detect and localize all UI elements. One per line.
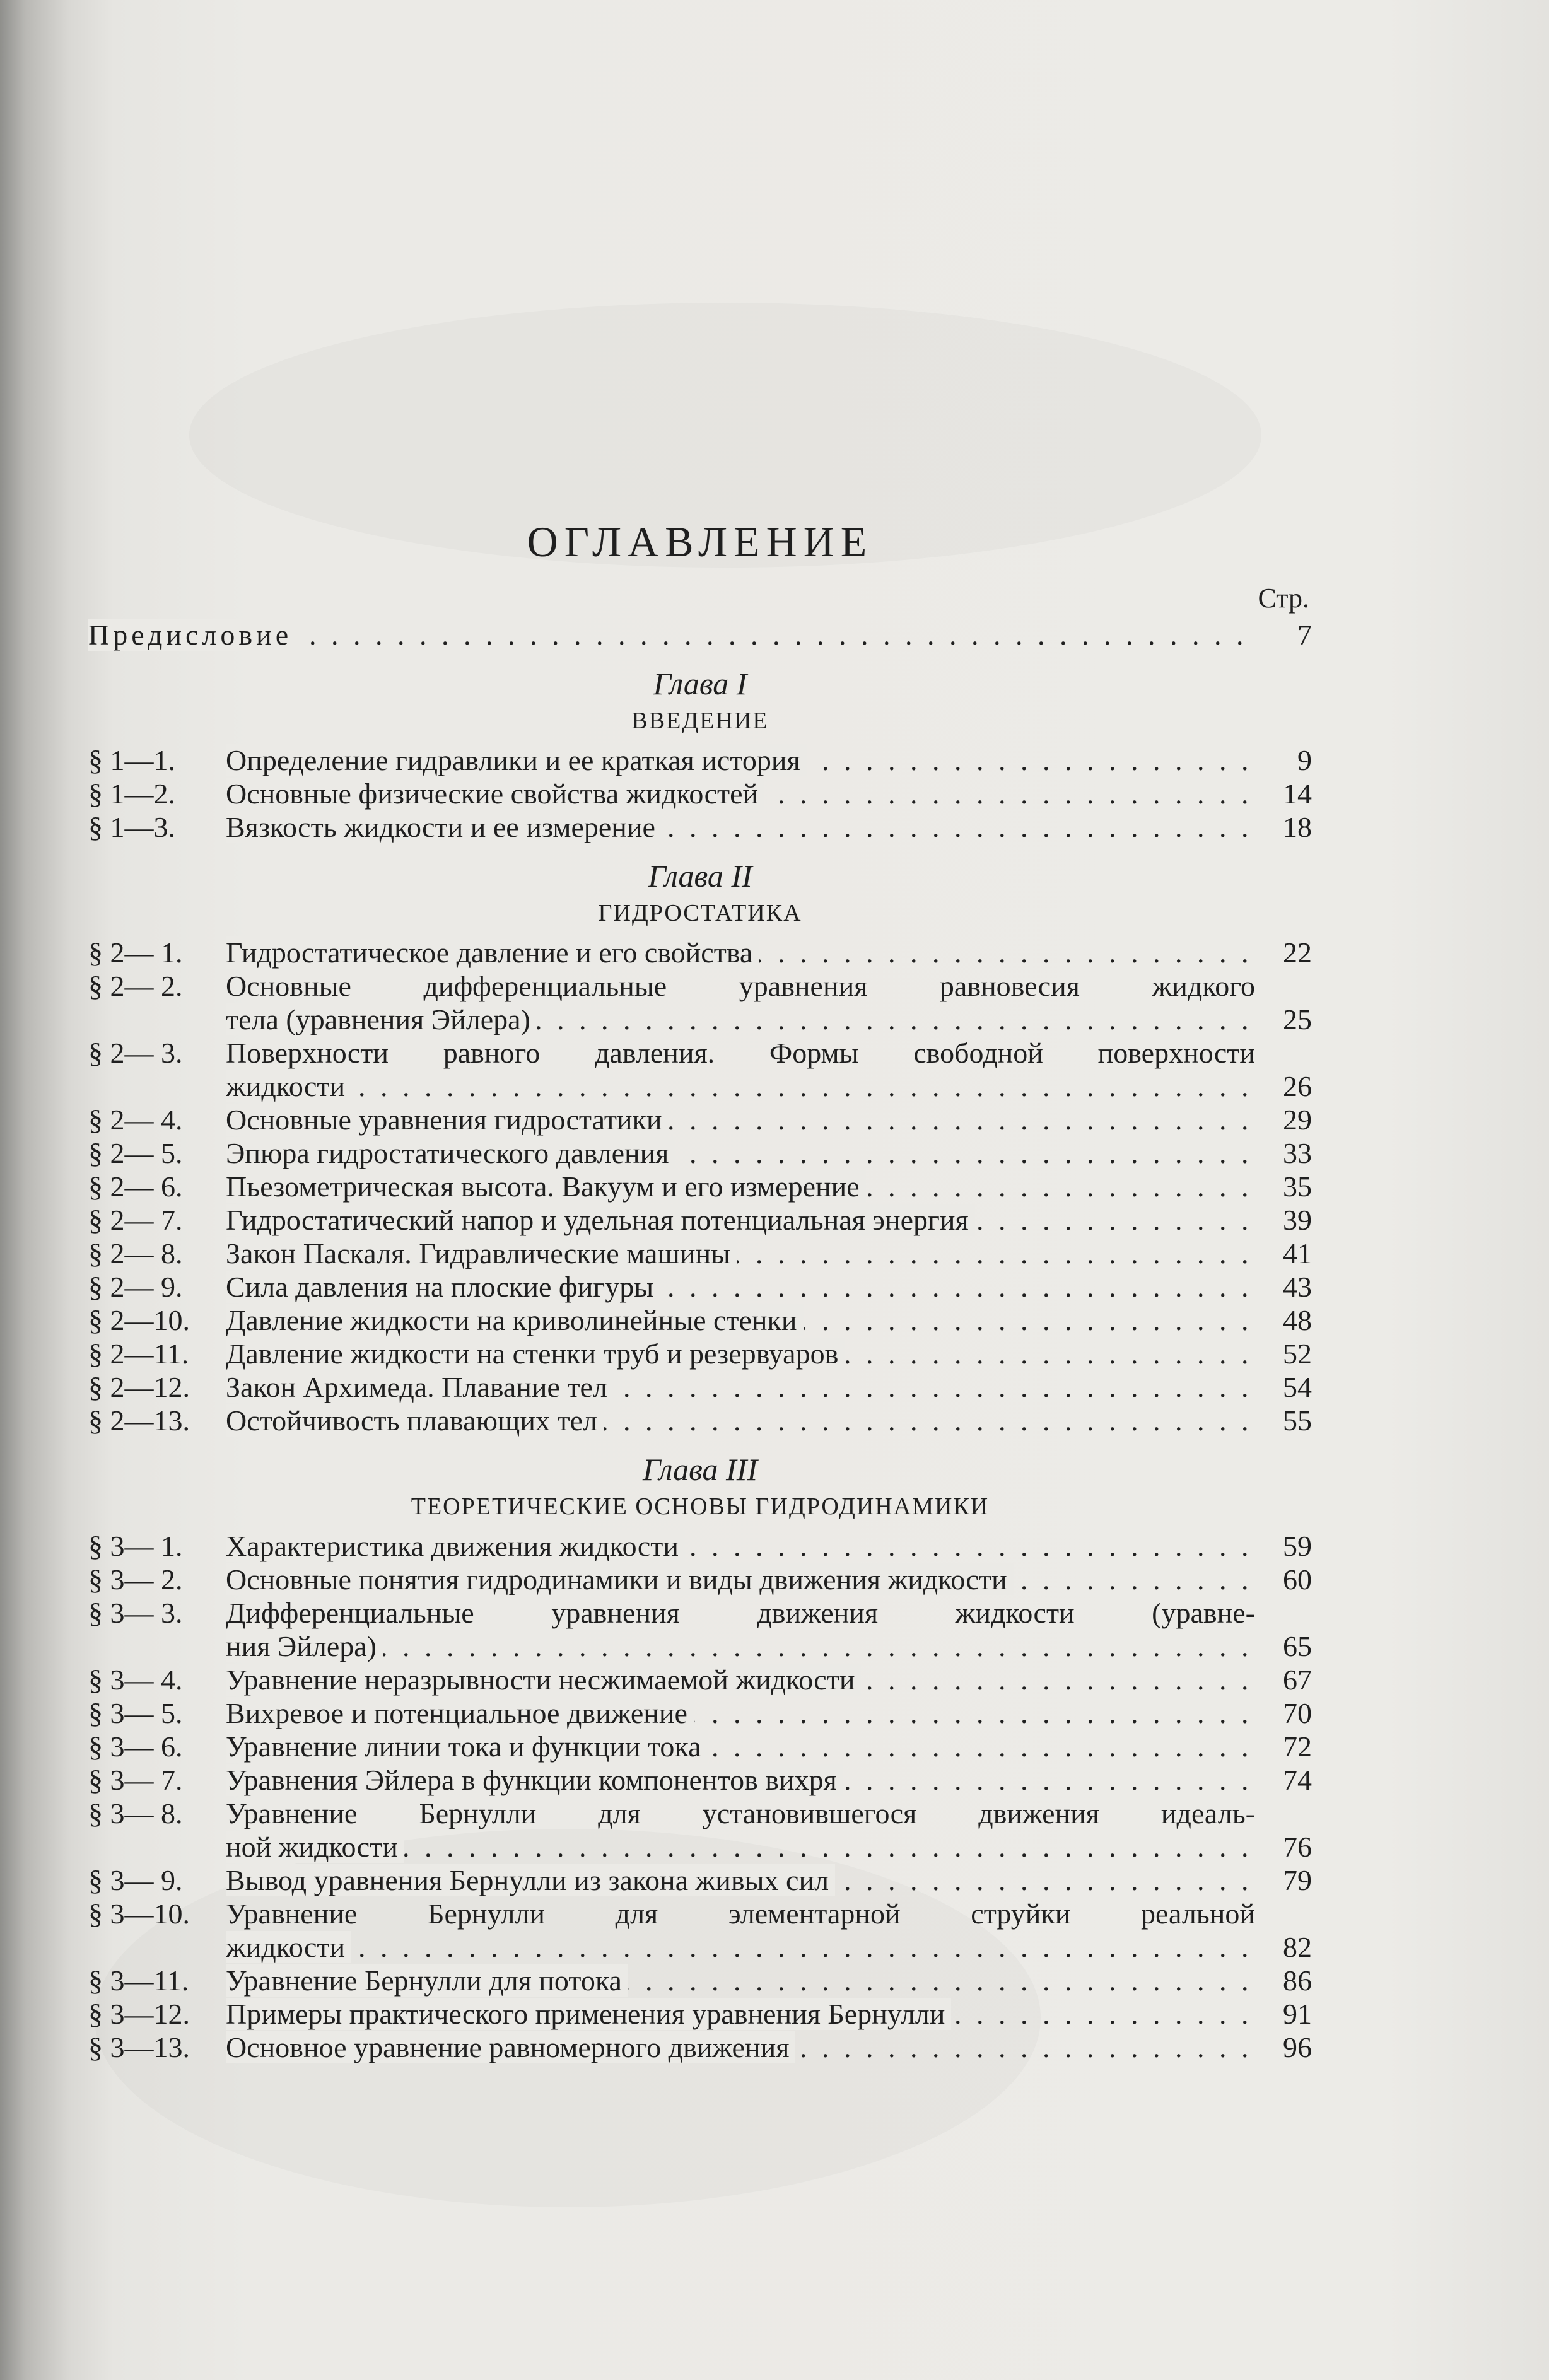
toc-entry [88,936,1312,969]
toc-entry-title: Уравнение Бернулли для потока [226,1964,628,1997]
toc-entry-title: Дифференциальные уравнения движения жидкости (уравне- [226,1597,1255,1629]
toc-entry-page: 52 [1283,1338,1312,1370]
toc-entry-page: 7 [1297,619,1312,651]
toc-entry [88,1563,1312,1596]
section-number: § 2—12. [88,1371,190,1403]
section-number: § 3—11. [88,1964,189,1997]
toc-entry-page: 54 [1283,1371,1312,1403]
toc-entry [88,1337,1312,1370]
toc-entry-page: 39 [1283,1204,1312,1236]
toc-entry-title: Вихревое и потенциальное движение [226,1697,694,1729]
toc-entry-title: Характеристика движения жидкости [226,1530,685,1562]
toc-entry-page: 55 [1283,1404,1312,1437]
toc-entry-title: Основные уравнения гидростатики [226,1104,669,1136]
toc-entry-title: Остойчивость плавающих тел [226,1404,604,1437]
toc-entry-page: 96 [1283,2031,1312,2063]
toc-entry [88,1763,1312,1797]
toc-entry-page: 35 [1283,1170,1312,1203]
toc-entry [88,1529,1312,1563]
section-number: § 2—11. [88,1338,189,1370]
toc-entry-title-cont: тела (уравнения Эйлера) [226,1003,537,1035]
toc-entry-preface [88,618,1312,651]
toc-entry-title-cont: жидкости [226,1070,351,1102]
toc-entry [88,1103,1312,1136]
section-number: § 2— 1. [88,936,183,969]
section-number: § 2— 7. [88,1204,183,1236]
toc-entry [88,1997,1312,2031]
section-number: § 2— 9. [88,1271,183,1303]
toc-entry-title: Основные дифференциальные уравнения равновесия жидкого [226,970,1255,1002]
toc-entry-title: Определение гидравлики и ее краткая история [226,744,807,776]
section-number: § 3—12. [88,1998,190,2030]
toc-entry-title: Основные понятия гидродинамики и виды движения жидкости [226,1563,1014,1595]
toc-entry-page: 18 [1283,811,1312,843]
toc-entry-page: 72 [1283,1730,1312,1763]
section-number: § 3— 3. [88,1597,183,1629]
section-number: § 3— 2. [88,1563,183,1595]
section-number: § 3— 5. [88,1697,183,1729]
toc-entry-title: Предисловие [88,619,298,651]
toc-entry-title: Уравнение неразрывности несжимаемой жидкости [226,1664,861,1696]
toc-entry [88,1136,1312,1170]
chapter-list [88,665,1312,2064]
toc-entry-title: Уравнение Бернулли для установившегося движения идеаль- [226,1797,1255,1829]
chapter-heading: Глава III [642,1452,757,1487]
toc-entry [88,1370,1312,1404]
toc-entry [88,1897,1312,1930]
section-number: § 2— 4. [88,1104,183,1136]
chapter-name: ВВЕДЕНИЕ [631,708,769,734]
toc-entry-title: Поверхности равного давления. Формы свободной поверхности [226,1037,1255,1069]
page-column-label: Стр. [1258,583,1309,614]
section-number: § 1—2. [88,778,175,810]
toc-entry [88,1864,1312,1897]
section-number: § 3— 7. [88,1764,183,1796]
toc-entry-page: 59 [1283,1530,1312,1562]
toc-entry [88,1730,1312,1763]
toc-entry-title: Закон Архимеда. Плавание тел [226,1371,614,1403]
toc-entry-title: Вывод уравнения Бернулли из закона живых сил [226,1864,835,1896]
toc-entry-title: Эпюра гидростатического давления [226,1137,675,1169]
toc-entry-continuation [88,1630,1312,1663]
toc-entry-page: 9 [1297,744,1312,776]
section-number: § 3— 1. [88,1530,183,1562]
chapter-name: ГИДРОСТАТИКА [598,900,802,926]
toc-entry-title: Давление жидкости на криволинейные стенки [226,1304,804,1336]
toc-entry-continuation [88,1070,1312,1103]
toc-entry-page: 43 [1283,1271,1312,1303]
toc-entry-title: Закон Паскаля. Гидравлические машины [226,1237,737,1269]
chapter-heading: Глава I [653,666,747,701]
section-number: § 1—3. [88,811,175,843]
section-number: § 2—13. [88,1404,190,1437]
toc-entry [88,777,1312,810]
section-number: § 2—10. [88,1304,190,1336]
toc-entry-page: 70 [1283,1697,1312,1729]
toc-entry [88,1964,1312,1997]
toc-entry-page: 60 [1283,1563,1312,1595]
toc-entry-page: 48 [1283,1304,1312,1336]
toc-entry-page: 25 [1283,1003,1312,1035]
toc-entry [88,1304,1312,1337]
toc-entry-title: Пьезометрическая высота. Вакуум и его измерение [226,1170,866,1203]
toc-entry-page: 26 [1283,1070,1312,1102]
toc-entry [88,1797,1312,1830]
toc-entry-continuation [88,1830,1312,1864]
section-number: § 2— 6. [88,1170,183,1203]
toc-entry [88,1696,1312,1730]
chapter-name: ТЕОРЕТИЧЕСКИЕ ОСНОВЫ ГИДРОДИНАМИКИ [411,1493,990,1520]
toc-entry [88,1404,1312,1437]
toc-entry-page: 41 [1283,1237,1312,1269]
toc-entry-page: 86 [1283,1964,1312,1997]
section-number: § 2— 8. [88,1237,183,1269]
table-of-contents [88,517,1312,2064]
toc-entry-page: 33 [1283,1137,1312,1169]
toc-entry-title: Уравнение линии тока и функции тока [226,1730,708,1763]
section-number: § 3—10. [88,1898,190,1930]
toc-entry [88,1036,1312,1070]
toc-title: ОГЛАВЛЕНИЕ [527,518,874,566]
toc-entry-title: Основное уравнение равномерного движения [226,2031,795,2063]
toc-entry-title-cont: жидкости [226,1931,351,1963]
toc-entry-page: 82 [1283,1931,1312,1963]
toc-entry [88,1596,1312,1630]
section-number: § 3— 8. [88,1797,183,1829]
section-number: § 2— 2. [88,970,183,1002]
toc-entry-continuation [88,1003,1312,1036]
toc-entry-page: 74 [1283,1764,1312,1796]
toc-entry [88,810,1312,844]
toc-entry [88,1203,1312,1237]
toc-entry [88,1663,1312,1696]
toc-entry-title: Гидростатический напор и удельная потенциальная энергия [226,1204,975,1236]
toc-entry-page: 65 [1283,1630,1312,1662]
toc-entry-continuation [88,1930,1312,1964]
section-number: § 2— 3. [88,1037,183,1069]
section-number: § 3— 9. [88,1864,183,1896]
toc-entry-title: Уравнение Бернулли для элементарной струйки реальной [226,1898,1255,1930]
toc-entry-title: Вязкость жидкости и ее измерение [226,811,662,843]
toc-entry-title-cont: ния Эйлера) [226,1630,383,1662]
toc-entry-page: 67 [1283,1664,1312,1696]
section-number: § 2— 5. [88,1137,183,1169]
toc-entry [88,1237,1312,1270]
toc-entry-page: 22 [1283,936,1312,969]
section-number: § 3—13. [88,2031,190,2063]
toc-entry-title-cont: ной жидкости [226,1831,404,1863]
toc-entry-page: 14 [1283,778,1312,810]
section-number: § 3— 6. [88,1730,183,1763]
toc-entry-page: 91 [1283,1998,1312,2030]
toc-entry-title: Примеры практического применения уравнения Бернулли [226,1998,951,2030]
toc-entry-title: Основные физические свойства жидкостей [226,778,764,810]
toc-entry [88,969,1312,1003]
chapter-heading: Глава II [648,858,752,894]
toc-entry [88,744,1312,777]
section-number: § 3— 4. [88,1664,183,1696]
toc-entry-title: Сила давления на плоские фигуры [226,1271,660,1303]
toc-entry [88,2031,1312,2064]
toc-entry-title: Гидростатическое давление и его свойства [226,936,759,969]
toc-entry [88,1170,1312,1203]
section-number: § 1—1. [88,744,175,776]
toc-entry-title: Уравнения Эйлера в функции компонентов вихря [226,1764,843,1796]
toc-entry-page: 79 [1283,1864,1312,1896]
toc-entry-page: 29 [1283,1104,1312,1136]
toc-entry-title: Давление жидкости на стенки труб и резервуаров [226,1338,845,1370]
toc-entry [88,1270,1312,1304]
toc-entry-page: 76 [1283,1831,1312,1863]
